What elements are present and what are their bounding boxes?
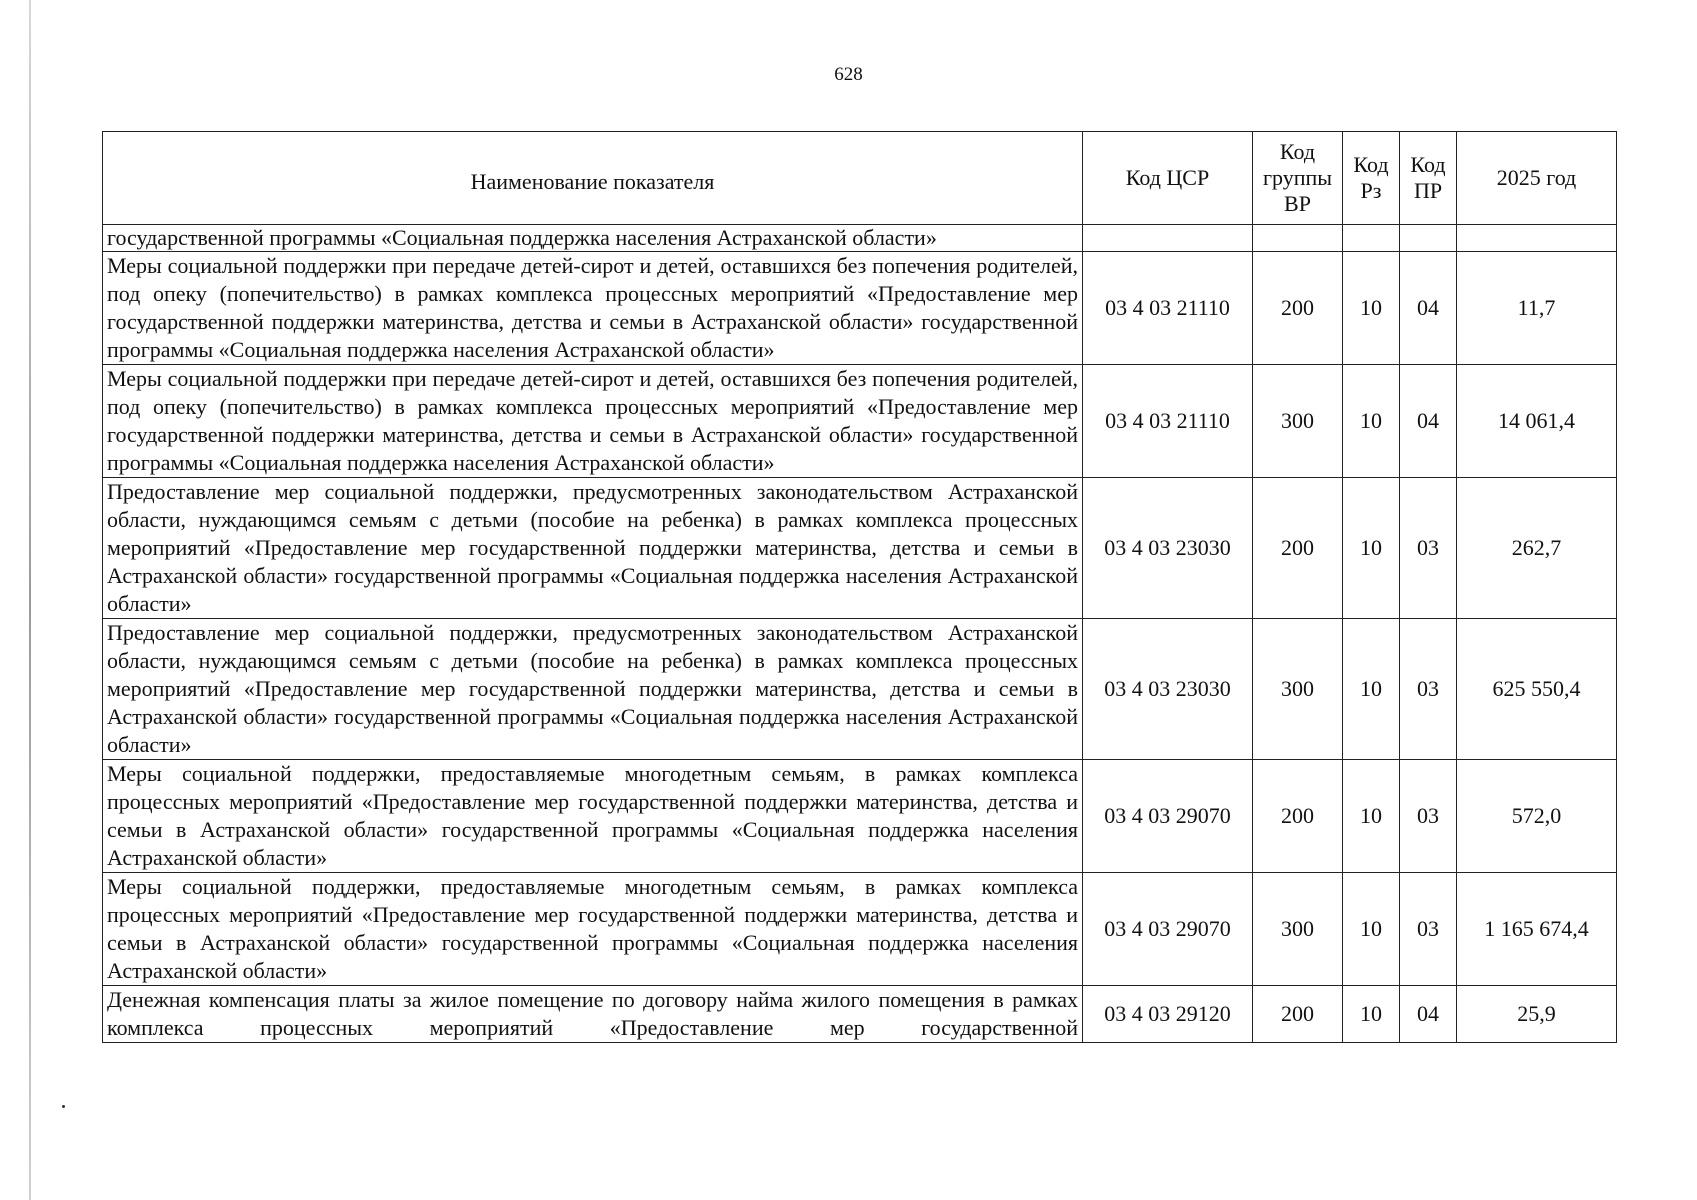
cell-name: Предоставление мер социальной поддержки, предусмотренных законодательством Астраханской области, нуждающимся семьям с детьми (пособие на ребенка) в рамках комплекса процессных мероприятий «Предоставление мер государственной поддержки материнства, детства и семьи в Астраханской области» государственной программы «Социальная поддержка населения Астраханской области» bbox=[103, 619, 1083, 760]
table-row bbox=[103, 365, 1617, 478]
cell-name: государственной программы «Социальная поддержка населения Астраханской области» bbox=[103, 225, 1083, 252]
header-name: Наименование показателя bbox=[103, 132, 1083, 225]
scan-speck bbox=[62, 1105, 65, 1108]
cell-pr: 04 bbox=[1400, 986, 1457, 1043]
cell-rz bbox=[1343, 225, 1400, 252]
scan-edge-line bbox=[29, 0, 31, 1200]
header-row bbox=[103, 132, 1617, 225]
table-row bbox=[103, 478, 1617, 619]
cell-pr: 04 bbox=[1400, 365, 1457, 478]
cell-rz: 10 bbox=[1343, 619, 1400, 760]
cell-amount: 1 165 674,4 bbox=[1457, 873, 1617, 986]
cell-amount: 262,7 bbox=[1457, 478, 1617, 619]
cell-vr: 300 bbox=[1253, 873, 1343, 986]
cell-csr: 03 4 03 21110 bbox=[1083, 365, 1253, 478]
cell-amount: 14 061,4 bbox=[1457, 365, 1617, 478]
page-number: 628 bbox=[834, 64, 863, 85]
table-row bbox=[103, 986, 1617, 1043]
cell-name: Меры социальной поддержки при передаче детей-сирот и детей, оставшихся без попечения родителей, под опеку (попечительство) в рамках комплекса процессных мероприятий «Предоставление мер государственной поддержки материнства, детства и семьи в Астраханской области» государственной программы «Социальная поддержка населения Астраханской области» bbox=[103, 365, 1083, 478]
cell-name: Меры социальной поддержки, предоставляемые многодетным семьям, в рамках комплекса процессных мероприятий «Предоставление мер государственной поддержки материнства, детства и семьи в Астраханской области» государственной программы «Социальная поддержка населения Астраханской области» bbox=[103, 760, 1083, 873]
cell-name: Предоставление мер социальной поддержки, предусмотренных законодательством Астраханской области, нуждающимся семьям с детьми (пособие на ребенка) в рамках комплекса процессных мероприятий «Предоставление мер государственной поддержки материнства, детства и семьи в Астраханской области» государственной программы «Социальная поддержка населения Астраханской области» bbox=[103, 478, 1083, 619]
cell-name: Меры социальной поддержки, предоставляемые многодетным семьям, в рамках комплекса процессных мероприятий «Предоставление мер государственной поддержки материнства, детства и семьи в Астраханской области» государственной программы «Социальная поддержка населения Астраханской области» bbox=[103, 873, 1083, 986]
budget-table bbox=[102, 131, 1617, 1043]
cell-pr: 03 bbox=[1400, 619, 1457, 760]
cell-vr bbox=[1253, 225, 1343, 252]
table-row bbox=[103, 760, 1617, 873]
cell-csr: 03 4 03 29070 bbox=[1083, 760, 1253, 873]
cell-rz: 10 bbox=[1343, 760, 1400, 873]
header-vr: Код группы ВР bbox=[1253, 132, 1343, 225]
cell-vr: 300 bbox=[1253, 619, 1343, 760]
cell-csr: 03 4 03 23030 bbox=[1083, 619, 1253, 760]
header-pr: Код ПР bbox=[1400, 132, 1457, 225]
cell-vr: 300 bbox=[1253, 365, 1343, 478]
cell-amount: 11,7 bbox=[1457, 252, 1617, 365]
table-row bbox=[103, 873, 1617, 986]
cell-amount: 625 550,4 bbox=[1457, 619, 1617, 760]
header-rz: Код Рз bbox=[1343, 132, 1400, 225]
cell-pr: 03 bbox=[1400, 478, 1457, 619]
table-row bbox=[103, 252, 1617, 365]
cell-pr: 03 bbox=[1400, 873, 1457, 986]
cell-rz: 10 bbox=[1343, 365, 1400, 478]
cell-pr: 04 bbox=[1400, 252, 1457, 365]
cell-name: Денежная компенсация платы за жилое помещение по договору найма жилого помещения в рамках комплекса процессных мероприятий «Предоставление мер государственной bbox=[103, 986, 1083, 1043]
table-header bbox=[103, 132, 1617, 225]
cell-vr: 200 bbox=[1253, 252, 1343, 365]
cell-vr: 200 bbox=[1253, 478, 1343, 619]
cell-csr: 03 4 03 29120 bbox=[1083, 986, 1253, 1043]
cell-amount: 572,0 bbox=[1457, 760, 1617, 873]
cell-csr: 03 4 03 23030 bbox=[1083, 478, 1253, 619]
cell-rz: 10 bbox=[1343, 252, 1400, 365]
cell-vr: 200 bbox=[1253, 760, 1343, 873]
cell-amount: 25,9 bbox=[1457, 986, 1617, 1043]
table-row bbox=[103, 225, 1617, 252]
cell-rz: 10 bbox=[1343, 478, 1400, 619]
cell-csr bbox=[1083, 225, 1253, 252]
cell-csr: 03 4 03 21110 bbox=[1083, 252, 1253, 365]
cell-pr: 03 bbox=[1400, 760, 1457, 873]
cell-rz: 10 bbox=[1343, 986, 1400, 1043]
cell-amount bbox=[1457, 225, 1617, 252]
table-body bbox=[103, 225, 1617, 1043]
header-csr: Код ЦСР bbox=[1083, 132, 1253, 225]
cell-csr: 03 4 03 29070 bbox=[1083, 873, 1253, 986]
cell-vr: 200 bbox=[1253, 986, 1343, 1043]
header-year: 2025 год bbox=[1457, 132, 1617, 225]
table-row bbox=[103, 619, 1617, 760]
cell-rz: 10 bbox=[1343, 873, 1400, 986]
cell-name: Меры социальной поддержки при передаче детей-сирот и детей, оставшихся без попечения родителей, под опеку (попечительство) в рамках комплекса процессных мероприятий «Предоставление мер государственной поддержки материнства, детства и семьи в Астраханской области» государственной программы «Социальная поддержка населения Астраханской области» bbox=[103, 252, 1083, 365]
cell-pr bbox=[1400, 225, 1457, 252]
